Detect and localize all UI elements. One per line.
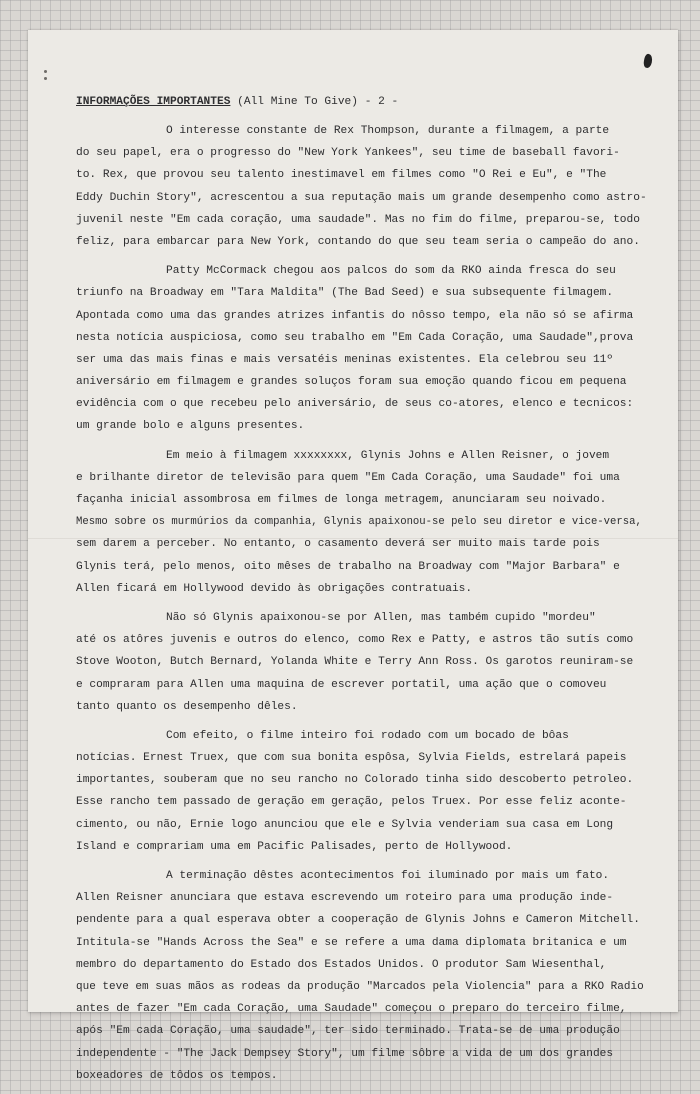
text-line: um grande bolo e alguns presentes. (76, 420, 305, 433)
text-line: Com efeito, o filme inteiro foi rodado com um bocado de bôas (166, 729, 569, 742)
paragraph (76, 725, 651, 858)
text-line: antes de fazer "Em cada Coração, uma Saudade" começou o preparo do terceiro filme, (76, 1003, 627, 1016)
text-line: Allen ficará em Hollywood devido às obrigações contratuais. (76, 582, 473, 595)
text-line: após "Em cada Coração, uma saudade", ter sido terminado. Trata-se de uma produção (76, 1025, 620, 1038)
paragraph-list (76, 120, 651, 1087)
text-line: Em meio à filmagem xxxxxxxx, Glynis Johns e Allen Reisner, o jovem (166, 449, 610, 462)
text-line: Esse rancho tem passado de geração em geração, pelos Truex. Por esse feliz aconte- (76, 796, 627, 809)
paragraph (76, 120, 651, 253)
text-line: e brilhante diretor de televisão para quem "Em Cada Coração, uma Saudade" foi uma (76, 471, 620, 484)
text-line: feliz, para embarcar para New York, contando do que seu team seria o campeão do ano. (76, 235, 640, 248)
text-line: membro do departamento do Estado dos Estados Unidos. O produtor Sam Wiesenthal, (76, 958, 607, 971)
text-line: Island e comprariam uma em Pacific Palisades, perto de Hollywood. (76, 840, 513, 853)
text-line: Intitula-se "Hands Across the Sea" e se refere a uma dama diplomata britanica e um (76, 936, 627, 949)
text-line: triunfo na Broadway em "Tara Maldita" (The Bad Seed) e sua subsequente filmagem. (76, 287, 614, 300)
text-line: façanha inicial assombrosa em filmes de longa metragem, anunciaram seu noivado. (76, 494, 607, 506)
paragraph (76, 865, 651, 1087)
text-line: tanto quanto os desempenho dêles. (76, 700, 298, 713)
text-line: importantes, souberam que no seu rancho no Colorado tinha sido descoberto petroleo. (76, 774, 634, 787)
text-line: A terminação dêstes acontecimentos foi iluminado por mais um fato. (166, 870, 610, 882)
paragraph (76, 260, 651, 438)
text-line: notícias. Ernest Truex, que com sua bonita espôsa, Sylvia Fields, estrelará papeis (76, 752, 627, 765)
text-line: pendente para a qual esperava obter a cooperação de Glynis Johns e Cameron Mitchell. (76, 914, 640, 927)
text-line: cimento, ou não, Ernie logo anunciou que ele e Sylvia venderiam sua casa em Long (76, 818, 614, 831)
text-line: Glynis terá, pelo menos, oito mêses de trabalho na Broadway com "Major Barbara" e (76, 560, 620, 573)
text-line: Mesmo sobre os murmúrios da companhia, Glynis apaixonou-se pelo seu diretor e vice-versa, (76, 516, 642, 529)
text-line: aniversário em filmagem e grandes soluços foram sua emoção quando ficou em pequena (76, 376, 627, 389)
document-body (76, 96, 651, 1094)
text-line: Eddy Duchin Story", acrescentou a sua reputação mais um grande desempenho como astro- (76, 191, 647, 204)
text-line: sem darem a perceber. No entanto, o casamento deverá ser muito mais tarde pois (76, 538, 600, 551)
typewritten-page (28, 30, 678, 1082)
text-line: juvenil neste "Em cada coração, uma saudade". Mas no fim do filme, preparou-se, todo (76, 213, 640, 226)
text-line: que teve em suas mãos as rodeas da produção "Marcados pela Violencia" para a RKO Radio (76, 980, 644, 993)
text-line: Patty McCormack chegou aos palcos do som da RKO ainda fresca do seu (166, 265, 616, 278)
text-line: Não só Glynis apaixonou-se por Allen, mas também cupido "mordeu" (166, 611, 596, 624)
text-line: Stove Wooton, Butch Bernard, Yolanda White e Terry Ann Ross. Os garotos reuniram-se (76, 656, 634, 669)
paragraph (76, 445, 651, 600)
text-line: ser uma das mais finas e mais versatéis meninas existentes. Ela celebrou seu 11º (76, 353, 614, 366)
text-line: e compraram para Allen uma maquina de escrever portatil, uma ação que o comoveu (76, 678, 607, 691)
punch-hole-mark (44, 77, 47, 80)
ink-blot-mark (643, 53, 654, 68)
page-heading (76, 96, 651, 108)
text-line: Apontada como uma das grandes atrizes infantis do nôsso tempo, ela não só se afirma (76, 309, 634, 322)
text-line: independente - "The Jack Dempsey Story", um filme sôbre a vida de um dos grandes (76, 1047, 614, 1060)
paragraph (76, 607, 651, 718)
text-line: Allen Reisner anunciara que estava escrevendo um roteiro para uma produção inde- (76, 892, 614, 905)
text-line: do seu papel, era o progresso do "New York Yankees", seu time de baseball favori- (76, 147, 620, 160)
punch-hole-mark (44, 70, 47, 73)
text-line: to. Rex, que provou seu talento inestimavel em filmes como "O Rei e Eu", e "The (76, 169, 607, 182)
heading-title: INFORMAÇÕES IMPORTANTES (76, 96, 231, 108)
text-line: até os atôres juvenis e outros do elenco, como Rex e Patty, e astros tão sutís como (76, 634, 634, 647)
text-line: evidência com o que recebeu pelo aniversário, de seus co-atores, elenco e tecnicos: (76, 398, 634, 411)
text-line: boxeadores de tôdos os tempos. (76, 1069, 278, 1082)
heading-subtitle: (All Mine To Give) - 2 - (237, 96, 399, 108)
text-line: nesta notícia auspiciosa, como seu trabalho em "Em Cada Coração, uma Saudade",prova (76, 331, 634, 344)
text-line: O interesse constante de Rex Thompson, durante a filmagem, a parte (166, 125, 610, 137)
